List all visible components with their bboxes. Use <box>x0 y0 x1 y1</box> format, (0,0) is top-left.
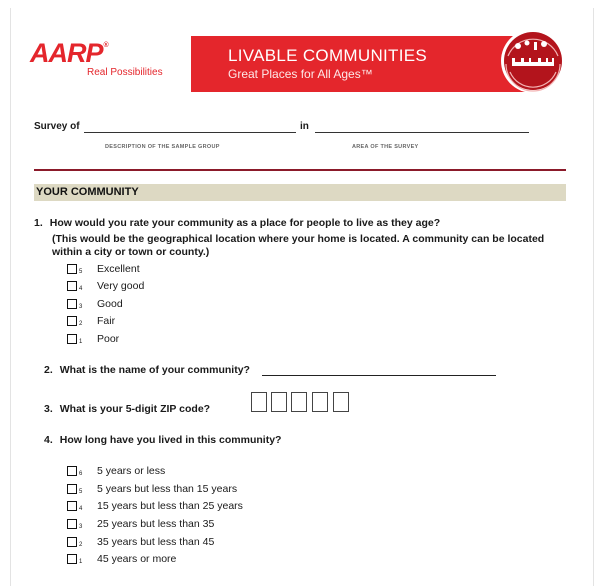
zip-digit-box[interactable] <box>251 392 267 412</box>
section-divider <box>34 169 566 171</box>
option-label: Good <box>97 298 123 310</box>
option-label: 5 years but less than 15 years <box>97 483 238 495</box>
checkbox[interactable] <box>67 264 77 274</box>
question-2 <box>44 364 250 376</box>
option-code: 5 <box>79 269 83 275</box>
question-number: 4. <box>44 434 53 446</box>
sample-group-field[interactable] <box>84 132 296 133</box>
note-line: within a city or town or county.) <box>52 246 210 258</box>
option-code: 5 <box>79 489 83 495</box>
zip-digit-box[interactable] <box>271 392 287 412</box>
option-label: Poor <box>97 333 120 345</box>
checkbox[interactable] <box>67 281 77 291</box>
option-label: Excellent <box>97 263 140 275</box>
option-label: 25 years but less than 35 <box>97 518 215 530</box>
question-number: 3. <box>44 403 53 415</box>
checkbox[interactable] <box>67 484 77 494</box>
checkbox[interactable] <box>67 466 77 476</box>
zip-digit-box[interactable] <box>312 392 328 412</box>
option-label: Very good <box>97 280 145 292</box>
option-code: 4 <box>79 286 83 292</box>
question-text: What is your 5-digit ZIP code? <box>59 403 211 415</box>
sample-group-caption: DESCRIPTION OF THE SAMPLE GROUP <box>105 144 220 150</box>
option-code: 1 <box>79 559 83 565</box>
brand-tagline: Real Possibilities <box>87 67 163 78</box>
survey-area-caption: AREA OF THE SURVEY <box>352 144 419 150</box>
question-1-note <box>52 233 567 259</box>
option-code: 1 <box>79 339 83 345</box>
survey-of-label: Survey of <box>34 121 80 132</box>
question-text: How long have you lived in this community? <box>59 434 282 446</box>
checkbox[interactable] <box>67 316 77 326</box>
question-4 <box>44 434 281 446</box>
survey-description-row <box>34 121 574 153</box>
option-label: 15 years but less than 25 years <box>97 500 243 512</box>
zip-digit-box[interactable] <box>291 392 307 412</box>
section-header <box>34 184 566 201</box>
note-line: (This would be the geographical location where your home is located. A community can be located <box>52 233 545 245</box>
banner-title: LIVABLE COMMUNITIES <box>228 46 428 65</box>
in-label: in <box>300 121 309 132</box>
option-code: 3 <box>79 304 83 310</box>
aarp-logo <box>30 38 180 84</box>
option-code: 2 <box>79 321 83 327</box>
option-code: 6 <box>79 471 83 477</box>
checkbox[interactable] <box>67 334 77 344</box>
option-label: Fair <box>97 315 116 327</box>
question-number: 2. <box>44 364 53 376</box>
option-label: 45 years or more <box>97 553 177 565</box>
question-number: 1. <box>34 217 43 229</box>
community-name-field[interactable] <box>262 364 496 376</box>
brand-wordmark: AARP ® <box>30 38 107 69</box>
community-badge-icon <box>500 28 566 94</box>
option-label: 35 years but less than 45 <box>97 536 215 548</box>
checkbox[interactable] <box>67 501 77 511</box>
section-title: YOUR COMMUNITY <box>36 186 139 198</box>
banner-subtitle: Great Places for All Ages™ <box>228 67 373 81</box>
question-text: How would you rate your community as a place for people to live as they age? <box>49 217 441 229</box>
option-label: 5 years or less <box>97 465 166 477</box>
checkbox[interactable] <box>67 299 77 309</box>
livable-communities-banner <box>191 36 533 92</box>
question-text: What is the name of your community? <box>59 364 250 376</box>
question-3 <box>44 403 210 415</box>
question-1 <box>34 217 440 229</box>
zip-digit-box[interactable] <box>333 392 349 412</box>
checkbox[interactable] <box>67 537 77 547</box>
option-code: 4 <box>79 506 83 512</box>
checkbox[interactable] <box>67 519 77 529</box>
option-code: 3 <box>79 524 83 530</box>
survey-area-field[interactable] <box>315 132 529 133</box>
checkbox[interactable] <box>67 554 77 564</box>
option-code: 2 <box>79 542 83 548</box>
